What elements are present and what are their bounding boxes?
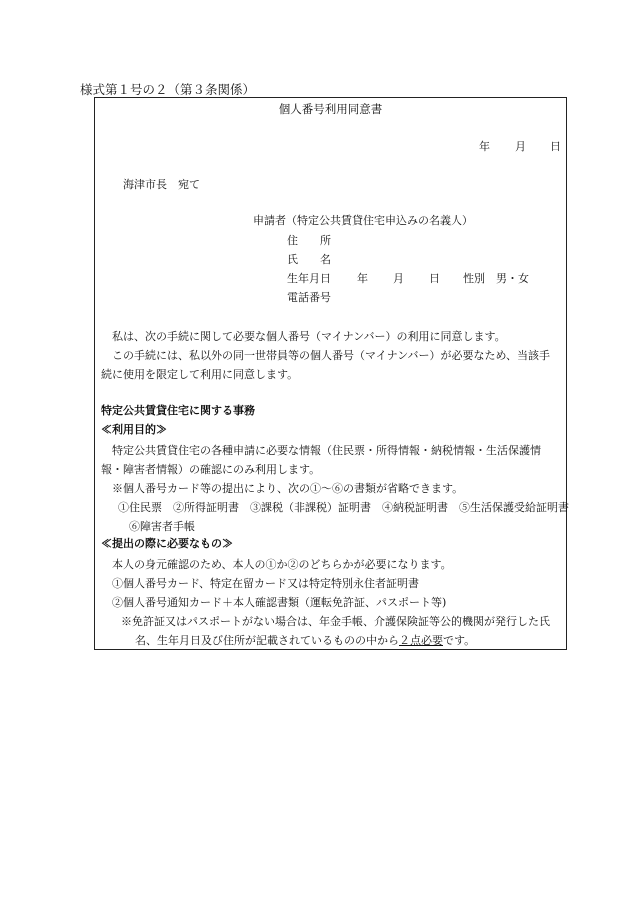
addressee: 海津市長 宛て [123, 178, 200, 191]
phone-label: 電話番号 [287, 291, 331, 304]
license-note-text: ※免許証又はパスポートがない場合は、年金手帳、介護保険証等公的機関が発行した氏名、生年月日及び住所が記載されているものの中から [121, 615, 550, 647]
date-month-label: 月 [515, 140, 526, 153]
sex-label: 性別 [463, 272, 485, 285]
form-number: 様式第１号の２（第３条関係） [80, 82, 256, 97]
id-option-1: ①個人番号カード、特定在留カード又は特定特別永住者証明書 [112, 577, 420, 590]
applicant-label: 申請者（特定公共賃貸住宅申込みの名義人） [253, 214, 473, 227]
name-label: 氏 名 [287, 253, 331, 266]
purpose-note: ※個人番号カード等の提出により、次の①～⑥の書類が省略できます。 [112, 482, 464, 495]
consent-form-frame [94, 97, 580, 650]
purpose-heading: ≪利用目的≫ [101, 423, 167, 436]
date-day-label: 日 [550, 140, 561, 153]
license-note [101, 612, 561, 650]
birth-month-label: 月 [393, 272, 404, 285]
birth-day-label: 日 [429, 272, 440, 285]
two-items-required: ２点必要 [399, 634, 443, 647]
sex-options: 男・女 [496, 272, 529, 285]
required-text: 本人の身元確認のため、本人の①か②のどちらかが必要になります。 [112, 558, 452, 571]
address-label: 住 所 [287, 234, 331, 247]
section-heading: 特定公共賃貸住宅に関する事務 [101, 404, 255, 417]
document-title: 個人番号利用同意書 [278, 102, 383, 116]
omittable-documents-list: ①住民票 ②所得証明書 ③課税（非課税）証明書 ④納税証明書 ⑤生活保護受給証明書 ⑥障害者手帳 [118, 501, 580, 533]
license-note-end: です。 [443, 634, 476, 647]
id-option-2: ②個人番号通知カード＋本人確認書類（運転免許証、パスポート等) [112, 596, 447, 609]
birthdate-label: 生年月日 [287, 272, 331, 285]
consent-paragraph-2: この手続には、私以外の同一世帯員等の個人番号（マイナンバー）が必要なため、当該手続に使用を限定して利用に同意します。 [101, 349, 551, 381]
consent-paragraph-1: 私は、次の手続に関して必要な個人番号（マイナンバー）の利用に同意します。 [112, 330, 506, 343]
date-year-label: 年 [479, 140, 490, 153]
required-heading: ≪提出の際に必要なもの≫ [101, 537, 233, 550]
birth-year-label: 年 [357, 272, 368, 285]
purpose-text: 特定公共賃貸住宅の各種申請に必要な情報（住民票・所得情報・納税情報・生活保護情報・障害者情報）の確認にのみ利用します。 [101, 444, 541, 476]
